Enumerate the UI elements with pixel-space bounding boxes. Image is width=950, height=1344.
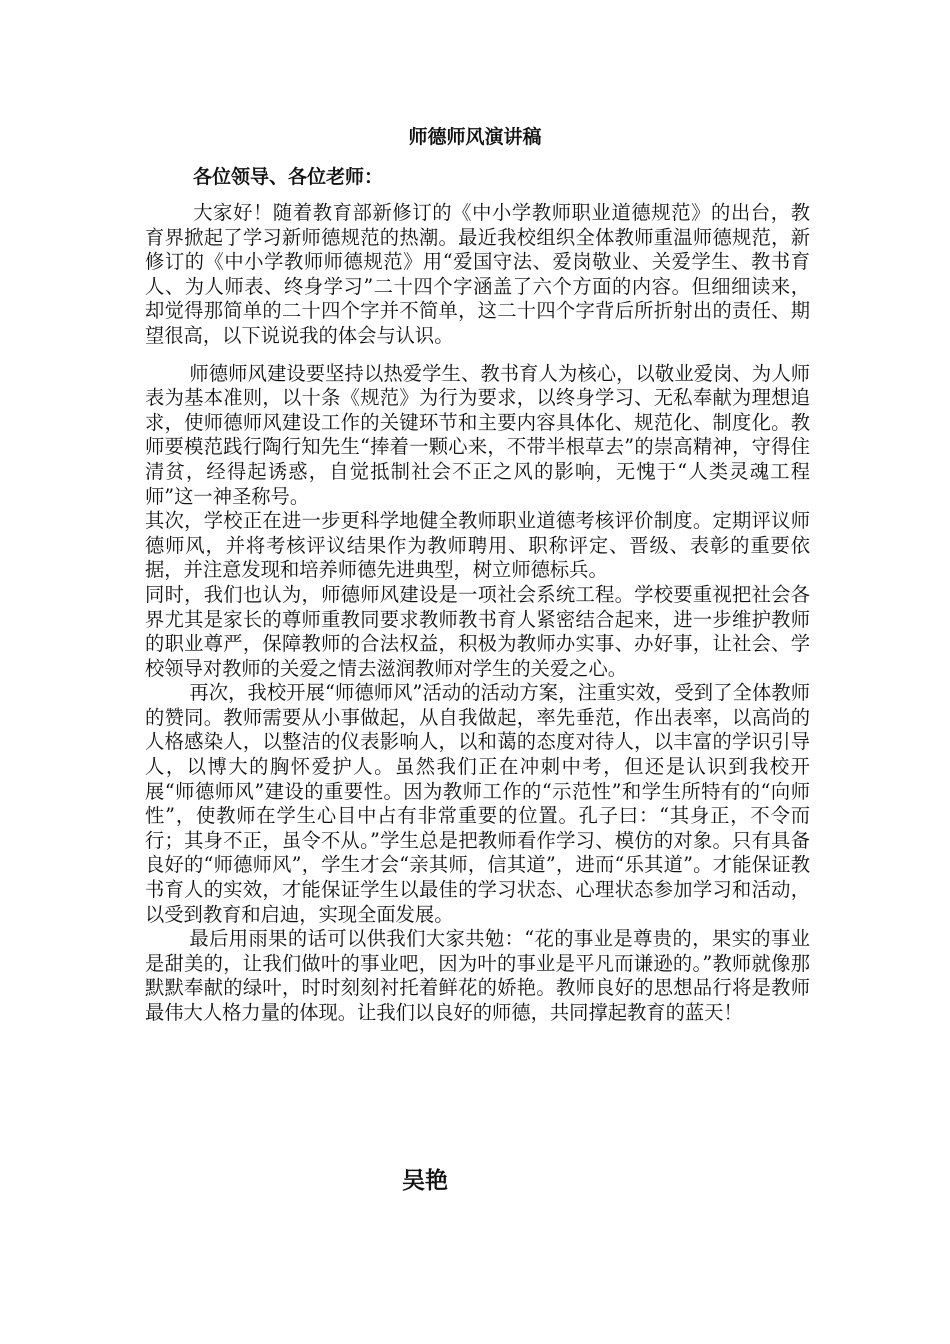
paragraph-introduction: 大家好！随着教育部新修订的《中小学教师职业道德规范》的出台，教育界掀起了学习新师德规范的热潮。最近我校组织全体教师重温师德规范，新修订的《中小学教师师德规范》用“爱国守法、爱岗敬业、关爱学生、教书育人、为人师表、终身学习”二十四个字涵盖了六个方面的内容。但细细读来，却觉得那简单的二十四个字并不简单，这二十四个字背后所折射出的责任、期望很高，以下说说我的体会与认识。 (145, 201, 810, 347)
author-signature: 吴艳 (402, 1168, 448, 1194)
paragraph-principles: 师德师风建设要坚持以热爱学生、教书育人为核心，以敬业爱岗、为人师表为基本准则，以十条《规范》为行为要求，以终身学习、无私奉献为理想追求，使师德师风建设工作的关键环节和主要内容具体化、规范化、制度化。教师要模范践行陶行知先生“捧着一颗心来，不带半根草去”的崇高精神，守得住清贫，经得起诱惑，自觉抵制社会不正之风的影响，无愧于“人类灵魂工程师”这一神圣称号。 (145, 361, 810, 508)
speech-body (145, 201, 810, 1026)
page-title: 师德师风演讲稿 (408, 126, 542, 148)
paragraph-secondly: 其次，学校正在进一步更科学地健全教师职业道德考核评价制度。定期评议师德师风，并将考核评议结果作为教师聘用、职称评定、晋级、表彰的重要依据，并注意发现和培养师德先进典型，树立师德标兵。 (145, 509, 810, 582)
paragraph-thirdly: 再次，我校开展“师德师风”活动的活动方案，注重实效，受到了全体教师的赞同。教师需要从小事做起，从自我做起，率先垂范，作出表率，以高尚的人格感染人，以整洁的仪表影响人，以和蔼的态度对待人，以丰富的学识引导人，以博大的胸怀爱护人。虽然我们正在冲刺中考，但还是认识到我校开展“师德师风”建设的重要性。因为教师工作的“示范性”和学生所特有的“向师性”，使教师在学生心目中占有非常重要的位置。孔子曰：“其身正，不令而行；其身不正，虽令不从。”学生总是把教师看作学习、模仿的对象。只有具备良好的“师德师风”，学生才会“亲其师，信其道”，进而“乐其道”。才能保证教书育人的实效，才能保证学生以最佳的学习状态、心理状态参加学习和活动，以受到教育和启迪，实现全面发展。 (145, 681, 810, 926)
paragraph-meanwhile: 同时，我们也认为，师德师风建设是一项社会系统工程。学校要重视把社会各界尤其是家长的尊师重教同要求教师教书育人紧密结合起来，进一步维护教师的职业尊严，保障教师的合法权益，积极为教师办实事、办好事，让社会、学校领导对教师的关爱之情去滋润教师对学生的关爱之心。 (145, 582, 810, 680)
salutation: 各位领导、各位老师： (193, 166, 384, 188)
paragraph-conclusion: 最后用雨果的话可以供我们大家共勉：“花的事业是尊贵的，果实的事业是甜美的，让我们做叶的事业吧，因为叶的事业是平凡而谦逊的。”教师就像那默默奉献的绿叶，时时刻刻衬托着鲜花的娇艳。教师良好的思想品行将是教师最伟大人格力量的体现。让我们以良好的师德，共同撑起教育的蓝天！ (145, 927, 810, 1024)
